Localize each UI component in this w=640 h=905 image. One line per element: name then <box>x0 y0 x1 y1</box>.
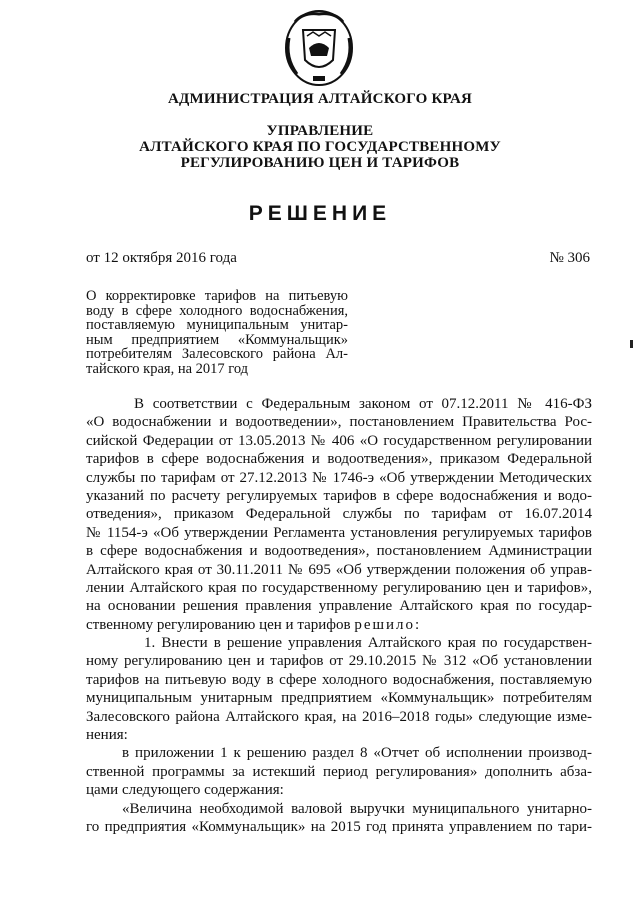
body-line: «О водоснабжении и водоотведении», постановлением Правительства Рос- <box>86 414 592 431</box>
document-subject <box>86 289 348 376</box>
document-number: № 306 <box>549 250 590 266</box>
body-line: отведения», приказом Федеральной службы по тарифам от 16.07.2014 <box>86 506 592 523</box>
body-line: ственной программы за истекший период регулирования» дополнить абза- <box>86 763 592 780</box>
body-line-text: ственному регулированию цен и тарифов <box>86 616 351 633</box>
body-line: в приложении 1 к решению раздел 8 «Отчет об исполнении производ- <box>122 745 592 762</box>
subject-line: тайского края, на 2017 год <box>86 360 249 377</box>
body-line: тарифов на питьевую воду в сфере холодного водоснабжения, поставляемую <box>86 671 592 688</box>
subject-line: воду в сфере холодного водоснабжения, <box>86 302 348 319</box>
body-line: го предприятия «Коммунальщик» на 2015 год принята управлением по тари- <box>86 818 592 835</box>
body-line: ному регулированию цен и тарифов от 29.10.2015 № 312 «Об установлении <box>86 653 592 670</box>
body-line: Залесовского района Алтайского края, на 2016–2018 годы» следующие изме- <box>86 708 592 725</box>
body-line: сийской Федерации от 13.05.2013 № 406 «О государственном регулировании <box>86 432 592 449</box>
document-body <box>86 395 592 836</box>
body-line: муниципальным унитарным предприятием «Коммунальщик» потребителям <box>86 690 592 707</box>
body-line: тарифов в сфере водоснабжения и водоотведения», приказом Федеральной <box>86 451 592 468</box>
resolution-word: решило: <box>354 616 422 633</box>
coat-of-arms-emblem <box>283 8 355 88</box>
body-line <box>86 616 592 634</box>
body-line: «Величина необходимой валовой выручки муниципального унитарно- <box>122 800 592 817</box>
document-date: от 12 октября 2016 года <box>86 250 237 266</box>
body-line: на основании решения правления управление Алтайского края по государ- <box>86 598 592 615</box>
body-line: лении Алтайского края по государственному регулированию цен и тарифов», <box>86 579 592 596</box>
body-line: 1. Внести в решение управления Алтайского края по государствен- <box>144 635 592 652</box>
body-line: нения: <box>86 727 128 744</box>
body-line: № 1154-э «Об утверждении Регламента установления регулируемых тарифов <box>86 524 592 541</box>
subject-line: ным предприятием «Коммунальщик» <box>86 331 348 348</box>
document-type-title: РЕШЕНИЕ <box>248 202 392 225</box>
department-title-line: АЛТАЙСКОГО КРАЯ ПО ГОСУДАРСТВЕННОМУ <box>139 139 501 155</box>
body-line: указаний по расчету регулируемых тарифов в сфере водоснабжения и водо- <box>86 487 592 504</box>
department-title-line: РЕГУЛИРОВАНИЮ ЦЕН И ТАРИФОВ <box>180 155 460 171</box>
department-title <box>0 123 640 171</box>
department-title-line: УПРАВЛЕНИЕ <box>266 123 374 139</box>
subject-line: потребителям Залесовского района Ал- <box>86 346 348 362</box>
body-line: Алтайского края от 30.11.2011 № 695 «Об утверждении положения об управ- <box>86 561 592 578</box>
body-line: цами следующего содержания: <box>86 782 284 799</box>
administration-title: АДМИНИСТРАЦИЯ АЛТАЙСКОГО КРАЯ <box>167 91 473 107</box>
subject-line: О корректировке тарифов на питьевую <box>86 288 348 304</box>
margin-mark <box>630 340 633 348</box>
body-line: В соответствии с Федеральным законом от 07.12.2011 № 416-ФЗ <box>134 396 592 412</box>
body-line: в сфере водоснабжения и водоотведения», постановлением Администрации <box>86 543 592 560</box>
subject-line: поставляемую муниципальным унитар- <box>86 317 348 333</box>
body-line: службы по тарифам от 27.12.2013 № 1746-э «Об утверждении Методических <box>86 469 592 486</box>
